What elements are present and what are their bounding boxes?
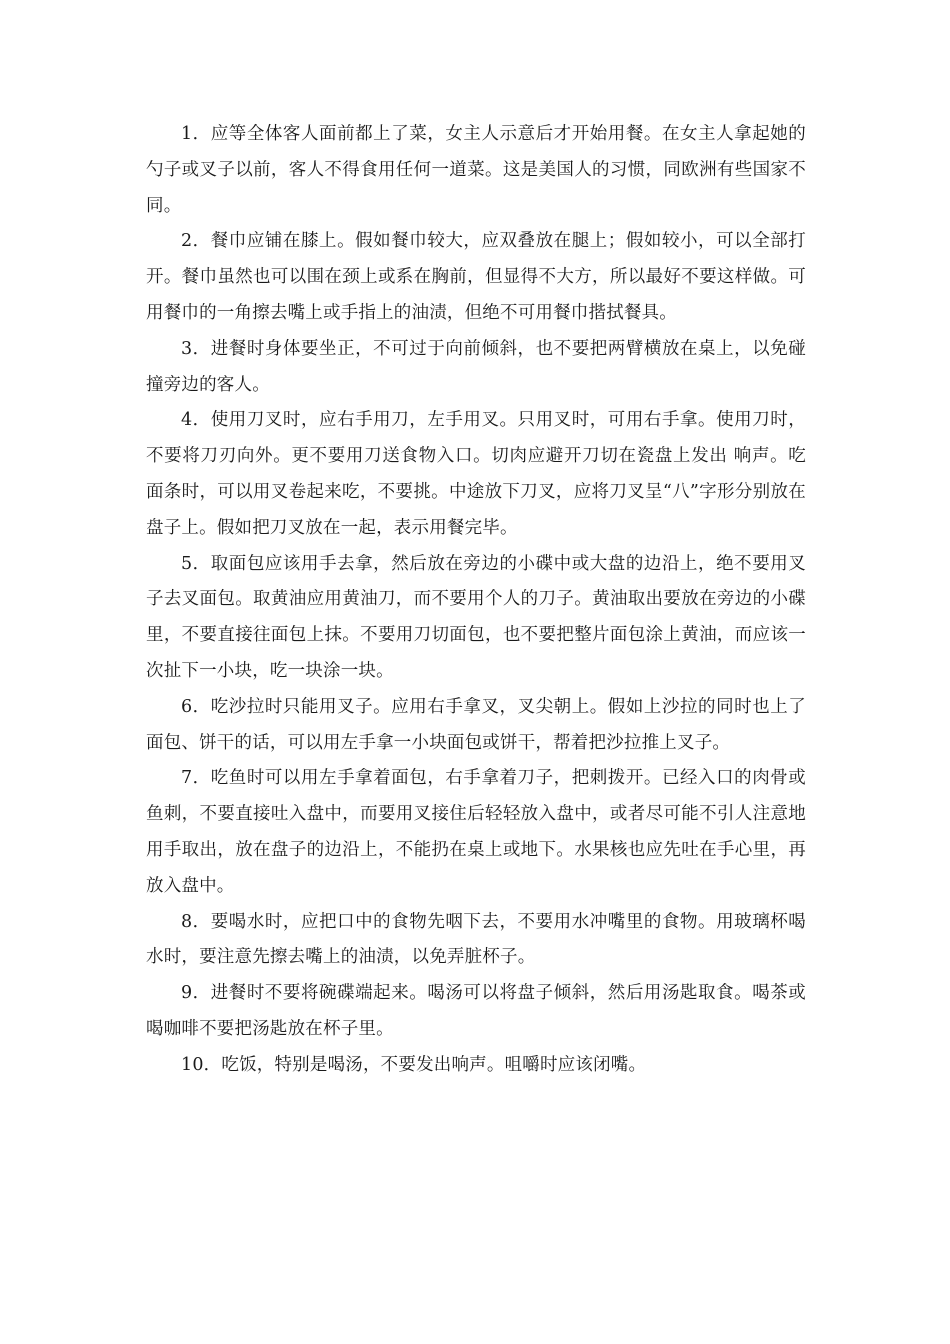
paragraph-7: 7．吃鱼时可以用左手拿着面包，右手拿着刀子，把刺拨开。已经入口的肉骨或鱼刺，不要直接吐入盘中，而要用叉接住后轻轻放入盘中，或者尽可能不引人注意地用手取出，放在盘子的边沿上，不能扔在桌上或地下。水果核也应先吐在手心里，再放入盘中。	[146, 768, 806, 896]
paragraph-2: 2．餐巾应铺在膝上。假如餐巾较大，应双叠放在腿上；假如较小，可以全部打开。餐巾虽然也可以围在颈上或系在胸前，但显得不大方，所以最好不要这样做。可用餐巾的一角擦去嘴上或手指上的油渍，但绝不可用餐巾揩拭餐具。	[146, 231, 806, 323]
paragraph-5: 5．取面包应该用手去拿，然后放在旁边的小碟中或大盘的边沿上，绝不要用叉子去叉面包。取黄油应用黄油刀，而不要用个人的刀子。黄油取出要放在旁边的小碟里，不要直接往面包上抹。不要用刀切面包，也不要把整片面包涂上黄油，而应该一次扯下一小块，吃一块涂一块。	[146, 553, 806, 681]
paragraph-6: 6．吃沙拉时只能用叉子。应用右手拿叉，叉尖朝上。假如上沙拉的同时也上了面包、饼干的话，可以用左手拿一小块面包或饼干，帮着把沙拉推上叉子。	[146, 696, 806, 753]
paragraph-4: 4．使用刀叉时，应右手用刀，左手用叉。只用叉时，可用右手拿。使用刀时，不要将刀刃向外。更不要用刀送食物入口。切肉应避开刀切在瓷盘上发出 响声。吃面条时，可以用叉卷起来吃，不要挑。中途放下刀叉，应将刀叉呈“八”字形分别放在盘子上。假如把刀叉放在一起，表示用餐完毕。	[146, 410, 806, 538]
paragraph-3: 3．进餐时身体要坐正，不可过于向前倾斜，也不要把两臂横放在桌上，以免碰撞旁边的客人。	[146, 338, 806, 395]
paragraph-1: 1．应等全体客人面前都上了菜，女主人示意后才开始用餐。在女主人拿起她的勺子或叉子以前，客人不得食用任何一道菜。这是美国人的习惯，同欧洲有些国家不同。	[146, 124, 806, 216]
paragraph-10: 10．吃饭，特别是喝汤，不要发出响声。咀嚼时应该闭嘴。	[181, 1054, 647, 1075]
paragraph-8: 8．要喝水时，应把口中的食物先咽下去，不要用水冲嘴里的食物。用玻璃杯喝水时，要注意先擦去嘴上的油渍，以免弄脏杯子。	[146, 911, 806, 968]
paragraph-9: 9．进餐时不要将碗碟端起来。喝汤可以将盘子倾斜，然后用汤匙取食。喝茶或喝咖啡不要把汤匙放在杯子里。	[146, 983, 806, 1039]
document-body	[146, 117, 806, 1084]
